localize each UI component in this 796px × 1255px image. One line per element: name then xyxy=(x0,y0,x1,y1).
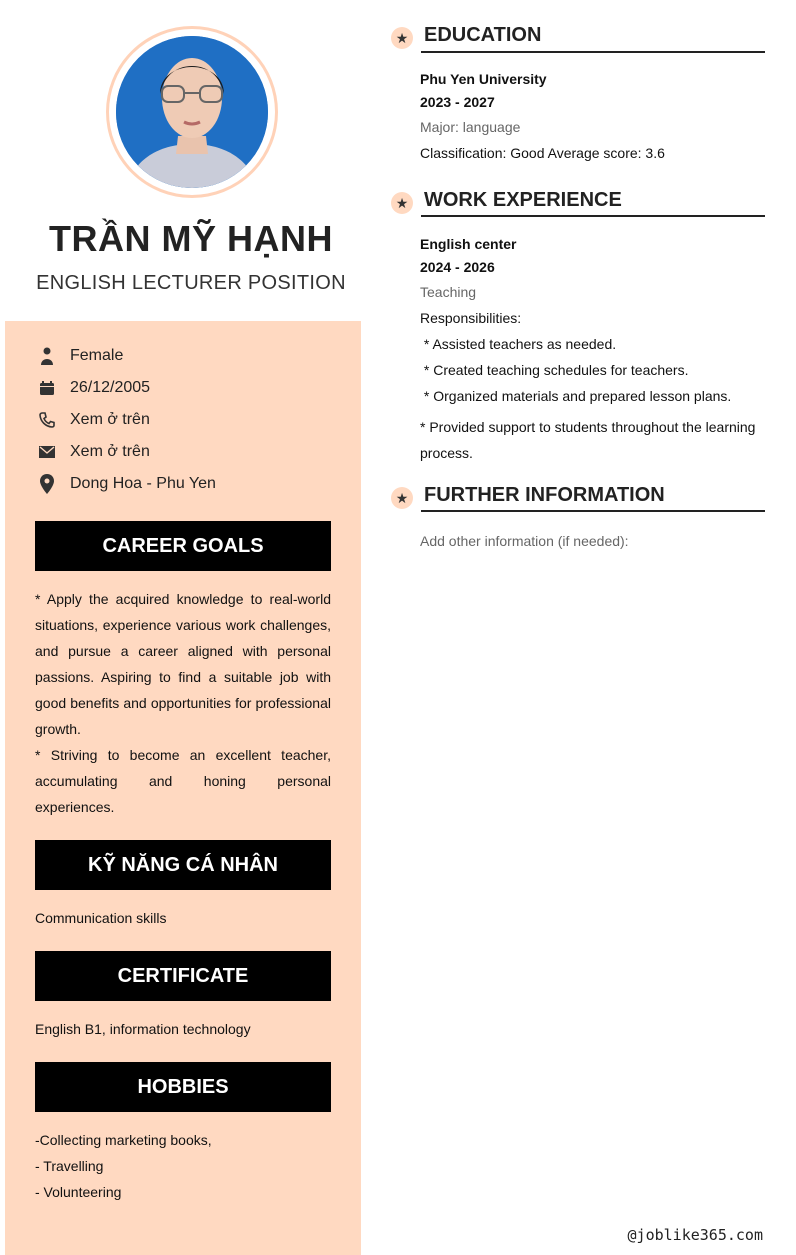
skills-header: KỸ NĂNG CÁ NHÂN xyxy=(35,840,331,890)
work-company: English center xyxy=(420,236,517,252)
further-divider xyxy=(421,510,765,512)
email-value: Xem ở trên xyxy=(70,443,150,460)
work-title: WORK EXPERIENCE xyxy=(424,189,622,211)
career-goals-header: CAREER GOALS xyxy=(35,521,331,571)
work-responsibility-item: * Provided support to students throughout the learning process. xyxy=(420,419,756,461)
contact-address xyxy=(38,468,338,500)
phone-value: Xem ở trên xyxy=(70,411,150,428)
star-icon: ★ xyxy=(391,487,413,509)
hobbies-list xyxy=(35,1127,331,1205)
email-icon xyxy=(38,443,56,461)
career-goal-item: * Apply the acquired knowledge to real-world situations, experience various work challenges, and pursue a career aligned with personal passions. Aspiring to find a suitable job with good benefits and opportunities for professional growth. xyxy=(35,591,331,737)
contact-phone xyxy=(38,404,338,436)
education-school: Phu Yen University xyxy=(420,71,547,87)
watermark: @joblike365.com xyxy=(627,1226,763,1244)
contact-gender xyxy=(38,340,338,372)
address-value: Dong Hoa - Phu Yen xyxy=(70,475,216,492)
further-text: Add other information (if needed): xyxy=(420,533,629,549)
education-title: EDUCATION xyxy=(424,24,542,46)
work-divider xyxy=(421,215,765,217)
skills-text: Communication skills xyxy=(35,910,167,926)
star-icon: ★ xyxy=(391,192,413,214)
certificate-header: CERTIFICATE xyxy=(35,951,331,1001)
certificate-text: English B1, information technology xyxy=(35,1021,251,1037)
location-icon xyxy=(38,475,56,493)
birthday-value: 26/12/2005 xyxy=(70,379,151,396)
contact-list xyxy=(38,340,338,500)
avatar-portrait xyxy=(116,36,268,188)
star-icon: ★ xyxy=(391,27,413,49)
education-major: Major: language xyxy=(420,119,521,135)
career-goal-item: * Striving to become an excellent teacher, accumulating and honing personal experiences. xyxy=(35,747,331,815)
candidate-name: TRẦN MỸ HẠNH xyxy=(49,218,333,259)
career-goals-text xyxy=(35,586,331,820)
work-role: Teaching xyxy=(420,284,477,300)
further-title: FURTHER INFORMATION xyxy=(424,484,665,506)
hobby-item: -Collecting marketing books, xyxy=(35,1132,212,1148)
education-divider xyxy=(421,51,765,53)
phone-icon xyxy=(38,411,56,429)
work-responsibility-item: * Assisted teachers as needed. xyxy=(420,336,617,352)
position-title: ENGLISH LECTURER POSITION xyxy=(36,272,346,294)
avatar xyxy=(116,36,268,188)
work-responsibility-item: * Organized materials and prepared lesson plans. xyxy=(420,388,732,404)
education-period: 2023 - 2027 xyxy=(420,94,495,110)
contact-email xyxy=(38,436,338,468)
work-responsibilities-label: Responsibilities: xyxy=(420,310,522,326)
person-icon xyxy=(38,347,56,365)
work-responsibility-item: * Created teaching schedules for teachers. xyxy=(420,362,689,378)
contact-birthday xyxy=(38,372,338,404)
calendar-icon xyxy=(38,379,56,397)
hobbies-header: HOBBIES xyxy=(35,1062,331,1112)
hobby-item: - Travelling xyxy=(35,1158,104,1174)
work-period: 2024 - 2026 xyxy=(420,259,495,275)
hobby-item: - Volunteering xyxy=(35,1184,122,1200)
gender-value: Female xyxy=(70,347,124,364)
education-classification: Classification: Good Average score: 3.6 xyxy=(420,145,665,161)
